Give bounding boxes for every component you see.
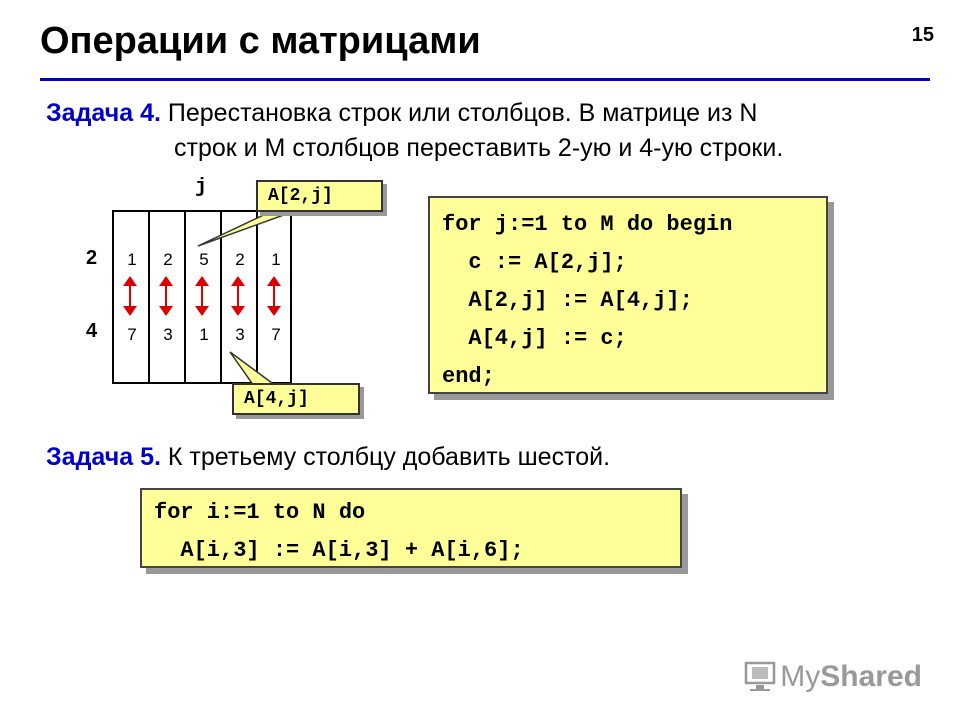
swap-arrow-icon [231, 276, 245, 316]
matrix-cell-r2-c1: 1 [127, 250, 137, 269]
swap-arrows [112, 276, 292, 316]
matrix-cell-r2-c2: 2 [163, 250, 173, 269]
code-block-add-column [140, 488, 682, 568]
matrix-cell-r2-c5: 1 [271, 250, 281, 269]
code-line: for i:=1 to N do [154, 500, 366, 525]
matrix-cell-r4-c2: 3 [163, 325, 173, 344]
matrix-cell-r2-c3: 5 [199, 250, 209, 269]
code-line: A[2,j] := A[4,j]; [442, 288, 693, 313]
slide-title: Операции с матрицами [40, 20, 481, 62]
task-4-label: Задача 4. [46, 99, 161, 127]
row-2-label: 2 [86, 247, 98, 269]
row-4-label: 4 [86, 320, 98, 342]
myshared-logo [744, 660, 922, 694]
matrix-cell-r4-c4: 3 [235, 325, 245, 344]
swap-arrow-icon [195, 276, 209, 316]
code-line: A[4,j] := c; [442, 326, 627, 351]
title-divider [40, 78, 930, 81]
matrix-cell-r2-c4: 2 [235, 250, 245, 269]
matrix-cell-r4-c3: 1 [199, 325, 209, 344]
swap-arrow-icon [159, 276, 173, 316]
matrix-cell-r4-c5: 7 [271, 325, 281, 344]
code-line: end; [442, 364, 495, 389]
task-5-text [46, 440, 610, 475]
task-5-label: Задача 5. [46, 443, 161, 471]
code-line: A[i,3] := A[i,3] + A[i,6]; [154, 538, 524, 563]
task-5-description: К третьему столбцу добавить шестой. [160, 443, 611, 471]
task-4-line-1 [46, 96, 926, 131]
callout-a2j: A[2,j] [256, 180, 383, 212]
column-j-label: j [195, 176, 208, 199]
logo-text-my: My [780, 660, 821, 693]
task-4-text [46, 96, 926, 166]
page-number: 15 [911, 24, 934, 46]
callout-a4j: A[4,j] [232, 383, 360, 415]
code-line: for j:=1 to M do begin [442, 212, 733, 237]
monitor-icon [744, 661, 780, 693]
logo-text-shared: Shared [820, 660, 922, 693]
matrix-cell-r4-c1: 7 [127, 325, 137, 344]
task-4-line-2: строк и M столбцов переставить 2-ую и 4-ую строки. [174, 134, 784, 162]
code-line: c := A[2,j]; [442, 250, 627, 275]
swap-arrow-icon [267, 276, 281, 316]
swap-arrow-icon [123, 276, 137, 316]
task-4-description-1: Перестановка строк или столбцов. В матрице из N [160, 99, 758, 127]
code-block-swap [428, 196, 828, 394]
